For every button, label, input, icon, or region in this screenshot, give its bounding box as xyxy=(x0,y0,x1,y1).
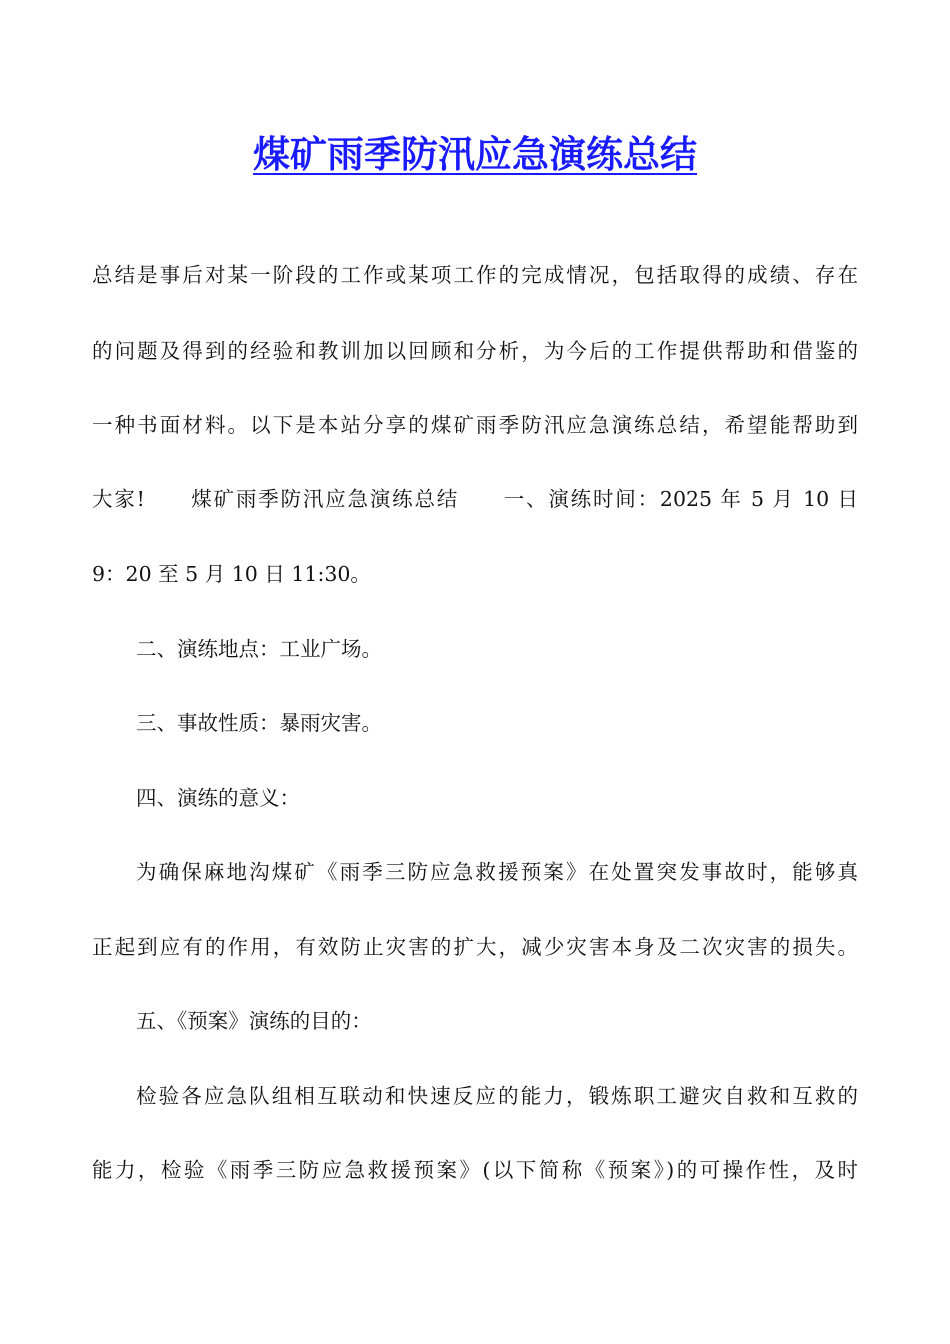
body-line-4: 大家! 煤矿雨季防汛应急演练总结 一、演练时间：2025 年 5 月 10 日 xyxy=(92,487,858,511)
body-line-purpose-2: 能力，检验《雨季三防应急救援预案》(以下简称《预案》)的可操作性，及时 xyxy=(92,1158,858,1182)
section-heading-nature: 三、事故性质：暴雨灾害。 xyxy=(136,711,382,735)
document-title: 煤矿雨季防汛应急演练总结 xyxy=(253,132,697,176)
body-line-significance-2: 正起到应有的作用，有效防止灾害的扩大，减少灾害本身及二次灾害的损失。 xyxy=(92,935,858,959)
body-line-3: 一种书面材料。以下是本站分享的煤矿雨季防汛应急演练总结，希望能帮助到 xyxy=(92,413,858,437)
section-heading-purpose: 五、《预案》演练的目的： xyxy=(136,1009,372,1033)
body-line-1: 总结是事后对某一阶段的工作或某项工作的完成情况，包括取得的成绩、存在 xyxy=(92,263,858,287)
section-heading-significance: 四、演练的意义： xyxy=(136,786,300,810)
body-line-purpose-1: 检验各应急队组相互联动和快速反应的能力，锻炼职工避灾自救和互救的 xyxy=(136,1084,858,1108)
body-line-significance-1: 为确保麻地沟煤矿《雨季三防应急救援预案》在处置突发事故时，能够真 xyxy=(136,860,858,884)
section-heading-location: 二、演练地点：工业广场。 xyxy=(136,637,382,661)
body-line-5: 9：20 至 5 月 10 日 11:30。 xyxy=(92,562,371,586)
body-line-2: 的问题及得到的经验和教训加以回顾和分析，为今后的工作提供帮助和借鉴的 xyxy=(92,339,858,363)
